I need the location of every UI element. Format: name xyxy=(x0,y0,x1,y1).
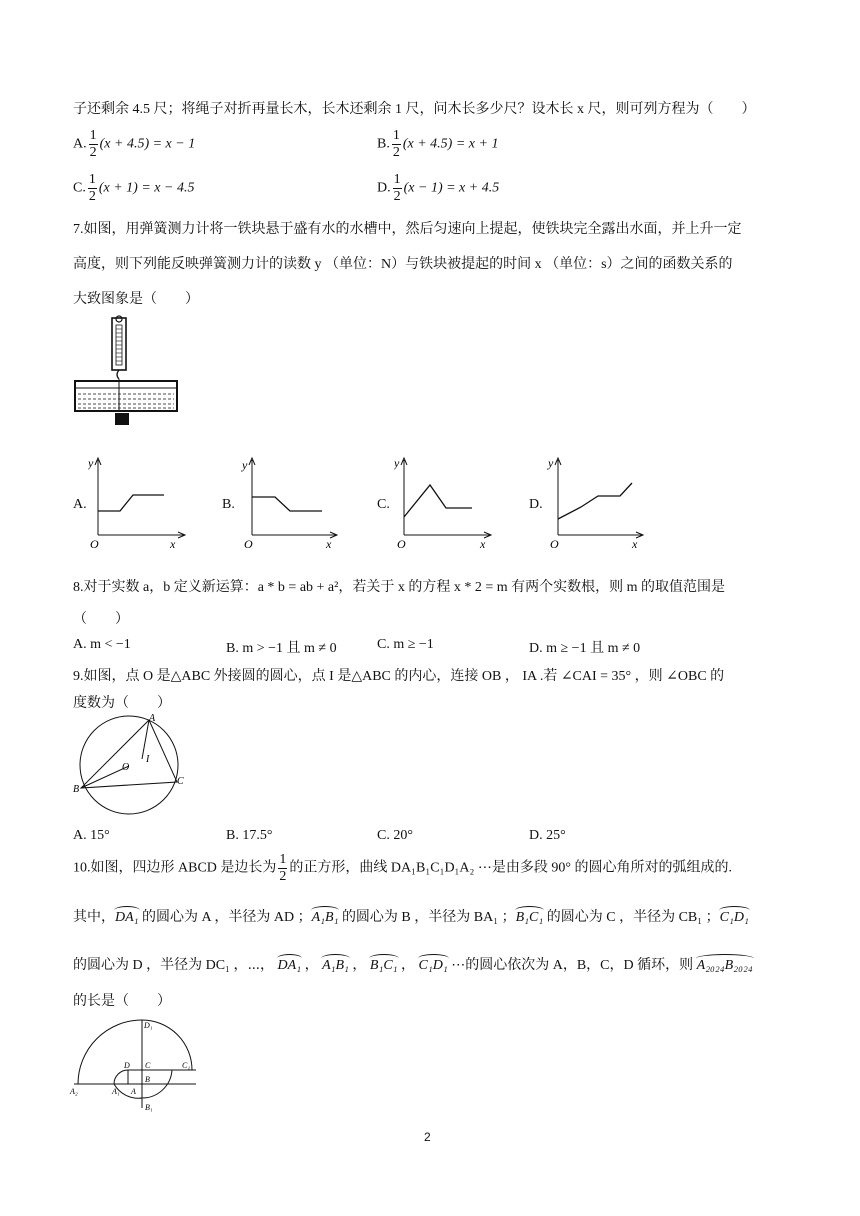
point-c-label: C xyxy=(177,776,184,787)
origin-label: O xyxy=(397,537,406,550)
point-a-label: A xyxy=(149,713,156,724)
q7-line1: 7.如图，用弹簧测力计将一铁块悬于盛有水的水槽中，然后匀速向上提起，使铁块完全露出水面，并上升一定 xyxy=(73,222,742,237)
graph-d xyxy=(546,455,646,550)
point-a1-label: A₁ xyxy=(112,1087,120,1096)
point-c-label: C xyxy=(145,1061,151,1070)
axis-x-label: x xyxy=(632,537,638,550)
spring-scale-figure xyxy=(74,315,178,415)
text-segment: 的圆心为 B ，半径为 BA₁ ； xyxy=(338,910,516,925)
graph-a-label: A. xyxy=(73,497,87,512)
text-segment: 其中， xyxy=(73,910,115,925)
q10-line2 xyxy=(73,906,749,926)
q6-option-a-expr: (x + 4.5) = x − 1 xyxy=(99,136,196,152)
origin-label: O xyxy=(90,537,99,550)
axis-y-label: y xyxy=(394,456,400,470)
origin-label: O xyxy=(550,537,559,550)
graph-b xyxy=(238,455,338,550)
arc-notation: C₁D₁ xyxy=(419,954,448,974)
axis-y-label: y xyxy=(88,456,94,470)
graph-c-label: C. xyxy=(377,497,390,512)
point-i-label: I xyxy=(146,754,150,765)
q9-option-c: C. 20° xyxy=(377,828,413,843)
q6-option-b-expr: (x + 4.5) = x + 1 xyxy=(402,136,499,152)
q8-option-c: C. m ≥ −1 xyxy=(377,637,434,652)
arc-notation: A₁B₁ xyxy=(312,906,339,926)
q9-option-a: A. 15° xyxy=(73,828,110,843)
point-d-label: D xyxy=(124,1061,130,1070)
q6-option-c xyxy=(73,172,194,205)
arc-notation: DA₁ xyxy=(278,954,302,974)
q8-option-b: B. m > −1 且 m ≠ 0 xyxy=(226,641,337,656)
axis-x-label: x xyxy=(326,537,332,550)
q8-option-a: A. m < −1 xyxy=(73,637,131,652)
graph-d-label: D. xyxy=(529,497,543,512)
axis-x-label: x xyxy=(480,537,486,550)
text-segment: 的圆心为 C ，半径为 CB₁ ； xyxy=(543,910,720,925)
point-o-label: O xyxy=(122,762,130,773)
text-segment: 的圆心为 A ，半径为 AD ； xyxy=(138,910,312,925)
q8-line1: 8.对于实数 a，b 定义新运算：a * b = ab + a²，若关于 x 的方程 x * 2 = m 有两个实数根，则 m 的取值范围是 xyxy=(73,580,726,595)
text-segment: ⋯的圆心依次为 A，B，C，D 循环，则 xyxy=(447,958,697,973)
point-b-label: B xyxy=(73,784,80,795)
q6-option-b-label: B. xyxy=(377,136,390,152)
iron-block xyxy=(115,413,129,425)
graph-a xyxy=(88,455,188,550)
arc-notation: C₁D₁ xyxy=(720,906,749,926)
graph-c xyxy=(394,455,494,550)
origin-label: O xyxy=(244,537,253,550)
q6-option-a xyxy=(73,128,195,161)
q9-line2: 度数为（ ） xyxy=(73,696,171,711)
point-a-label: A xyxy=(131,1087,136,1096)
q10-line3 xyxy=(73,954,753,974)
q7-line2: 高度，则下列能反映弹簧测力计的读数 y （单位：N）与铁块被提起的时间 x （单位：s）之间的函数关系的 xyxy=(73,257,733,272)
axis-x-label: x xyxy=(170,537,176,550)
q6-option-c-expr: (x + 1) = x − 4.5 xyxy=(98,180,195,196)
q6-option-d xyxy=(377,172,499,205)
graph-b-label: B. xyxy=(222,497,235,512)
q10-line1: 10.如图，四边形 ABCD 是边长为 $\frac{1}{2}$ 的正方形，曲线 DA₁B₁C₁D₁A₂ ⋯是由多段 90° 的圆心角所对的弧组成的. xyxy=(73,852,733,884)
fraction: $\frac{1}{2}$ xyxy=(393,172,401,204)
text-segment: ， xyxy=(301,958,323,973)
q8-option-d: D. m ≥ −1 且 m ≠ 0 xyxy=(529,641,641,656)
axis-y-label: y xyxy=(548,456,554,470)
point-b-label: B xyxy=(145,1075,150,1084)
q10-line4: 的长是（ ） xyxy=(73,994,171,1009)
arc-notation: A₁B₁ xyxy=(322,954,349,974)
q9-option-d: D. 25° xyxy=(529,828,566,843)
q6-option-c-label: C. xyxy=(73,180,86,196)
fraction: $\frac{1}{2}$ xyxy=(88,172,96,204)
point-b1-label: B₁ xyxy=(145,1103,153,1112)
page-number: 2 xyxy=(424,1130,431,1144)
arc-notation: A₂₀₂₄B₂₀₂₄ xyxy=(697,954,753,974)
q9-line1: 9.如图，点 O 是△ABC 外接圆的圆心，点 I 是△ABC 的内心，连接 OB ， IA .若 ∠CAI = 35° ，则 ∠OBC 的 xyxy=(73,669,725,684)
text-segment: 的圆心为 D ，半径为 DC₁ ，⋯， xyxy=(73,958,278,973)
arc-notation: DA₁ xyxy=(115,906,139,926)
text-segment: ， xyxy=(348,958,370,973)
arc-notation: B₁C₁ xyxy=(516,906,544,926)
arc-notation: B₁C₁ xyxy=(370,954,398,974)
point-d1-label: D₁ xyxy=(144,1021,153,1030)
point-c1-label: C₁ xyxy=(182,1061,191,1070)
text-segment: ， xyxy=(397,958,419,973)
point-a2-label: A₂ xyxy=(70,1087,78,1096)
fraction: $\frac{1}{2}$ xyxy=(392,128,400,160)
q9-option-b: B. 17.5° xyxy=(226,828,273,843)
q6-option-b xyxy=(377,128,498,161)
q6-stem: 子还剩余 4.5 尺；将绳子对折再量长木，长木还剩余 1 尺，问木长多少尺？设木长 x 尺，则可列方程为（ ） xyxy=(73,102,756,117)
q8-line2: （ ） xyxy=(73,612,129,627)
spiral-arcs-figure xyxy=(68,1018,200,1118)
fraction: $\frac{1}{2}$ xyxy=(89,128,97,160)
axis-y-label: y xyxy=(242,458,248,472)
q6-option-d-label: D. xyxy=(377,180,391,196)
q7-line3: 大致图象是（ ） xyxy=(73,292,199,307)
q6-option-d-expr: (x − 1) = x + 4.5 xyxy=(403,180,500,196)
circumcircle-figure xyxy=(73,710,198,820)
fraction: $\frac{1}{2}$ xyxy=(279,852,287,884)
q6-option-a-label: A. xyxy=(73,136,87,152)
